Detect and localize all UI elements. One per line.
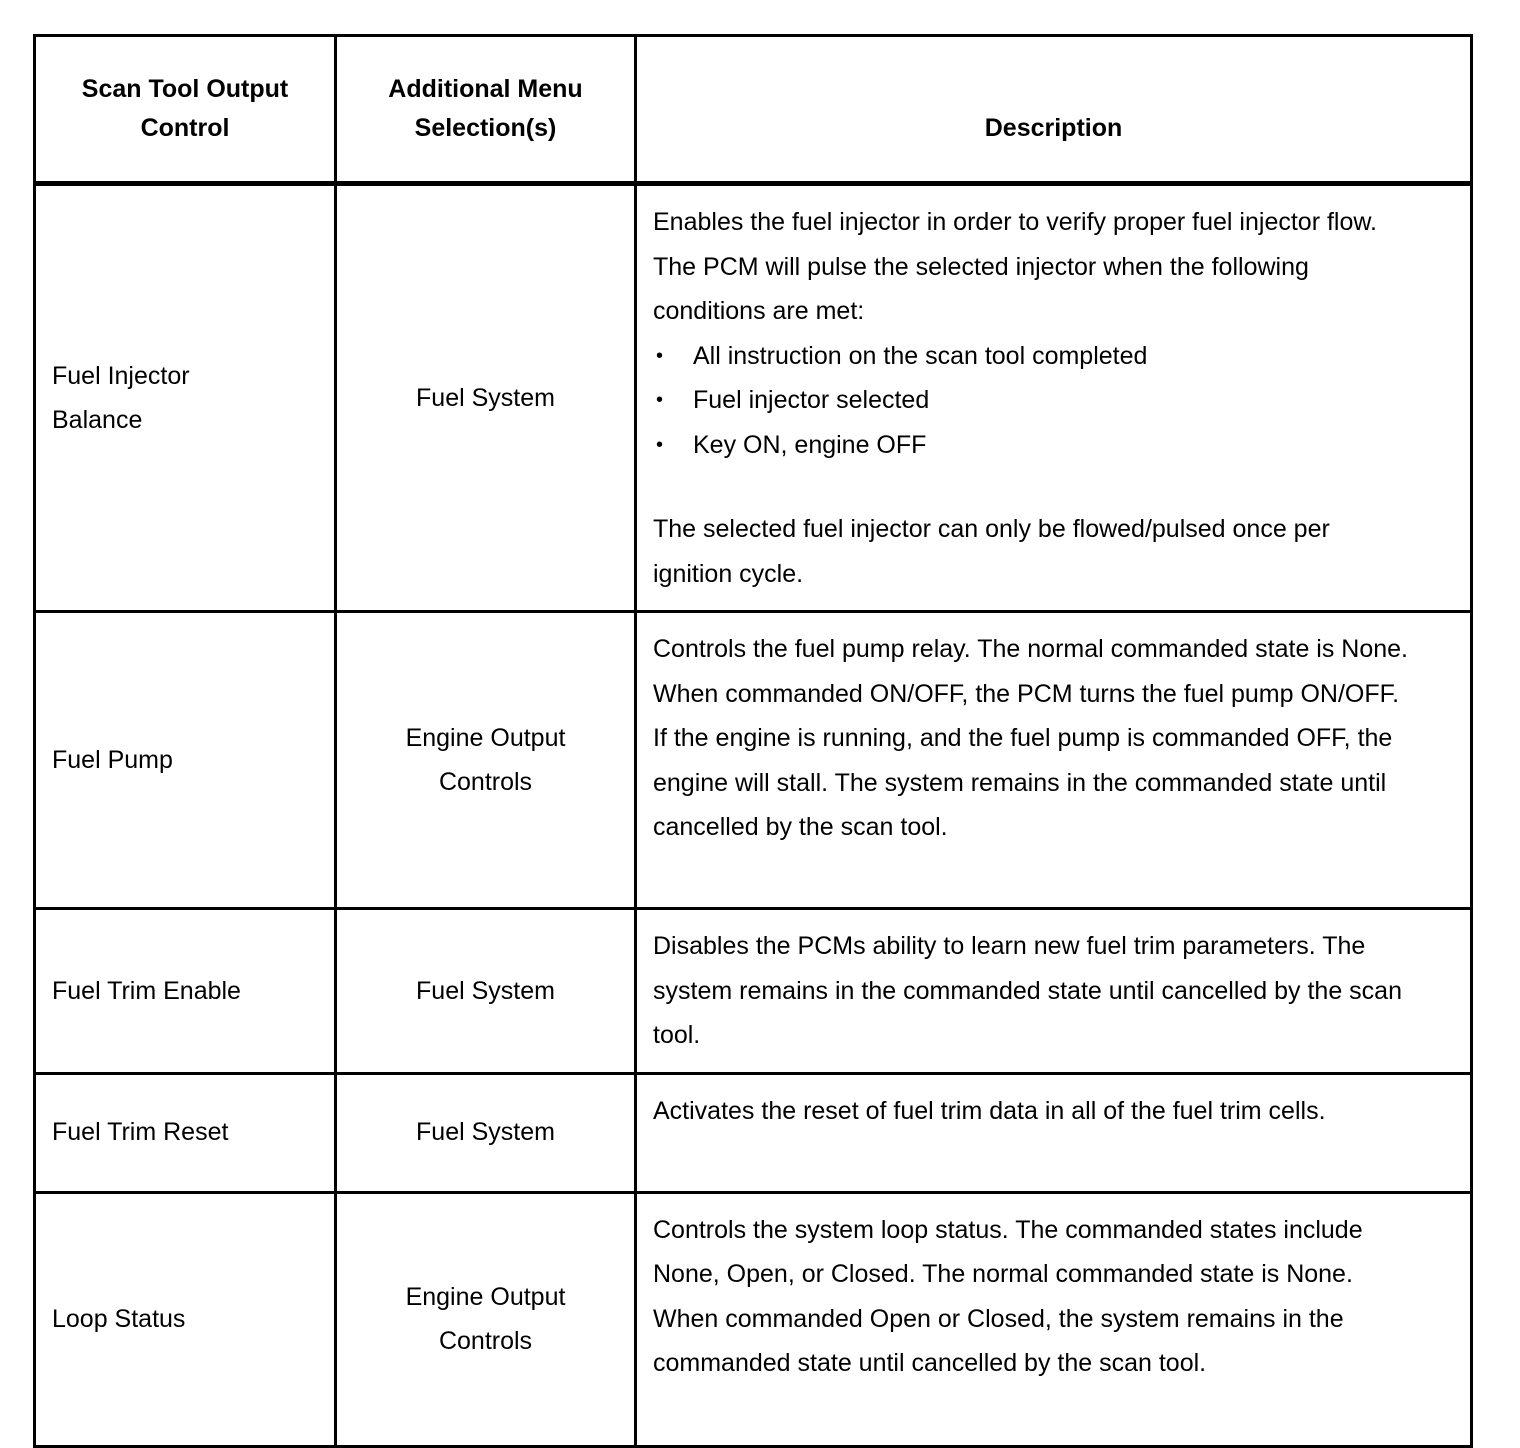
row-menu: Engine Output Controls — [336, 1192, 636, 1446]
table-row — [35, 1192, 1472, 1446]
table-row — [35, 1073, 1472, 1192]
bullet-icon: • — [656, 344, 664, 367]
condition-list — [653, 334, 1410, 468]
bullet-icon: • — [656, 433, 664, 456]
bullet-icon: • — [656, 389, 664, 411]
header-control: Scan Tool Output Control — [35, 36, 336, 184]
row-menu: Fuel System — [336, 184, 636, 612]
table-body — [35, 184, 1472, 1447]
row-control: Fuel Trim Enable — [35, 909, 336, 1074]
row-control: Fuel Trim Reset — [35, 1073, 336, 1192]
description-note: The selected fuel injector can only be flowed/pulsed once per ignition cycle. — [653, 515, 1330, 588]
row-menu: Fuel System — [336, 1073, 636, 1192]
row-description: Disables the PCMs ability to learn new fuel trim parameters. The system remains in the commanded state until cancelled by the scan tool. — [636, 909, 1472, 1074]
header-menu: Additional Menu Selection(s) — [336, 36, 636, 184]
list-item: • All instruction on the scan tool completed — [653, 334, 1410, 379]
table-row — [35, 612, 1472, 909]
description-text: Enables the fuel injector in order to verify proper fuel injector flow. The PCM will pulse the selected injector when the following conditions are met: — [653, 208, 1377, 325]
row-description: Controls the fuel pump relay. The normal commanded state is None. When commanded ON/OFF, the PCM turns the fuel pump ON/OFF. If the engine is running, and the fuel pump is commanded OFF, the engine will stall. The system remains in the commanded state until cancelled by the scan tool. — [636, 612, 1472, 909]
row-menu: Fuel System — [336, 909, 636, 1074]
row-control: Fuel Injector Balance — [35, 184, 336, 612]
row-control: Fuel Pump — [35, 612, 336, 909]
list-item: • Key ON, engine OFF — [653, 423, 1410, 468]
row-description: Activates the reset of fuel trim data in all of the fuel trim cells. — [636, 1073, 1472, 1192]
table-row — [35, 909, 1472, 1074]
header-description: Description — [636, 36, 1472, 184]
table-header — [35, 36, 1472, 184]
row-description: Controls the system loop status. The commanded states include None, Open, or Closed. The normal commanded state is None. When commanded Open or Closed, the system remains in the commanded state until cancelled by the scan tool. — [636, 1192, 1472, 1446]
row-menu: Engine Output Controls — [336, 612, 636, 909]
table-row — [35, 184, 1472, 612]
output-controls-table — [33, 34, 1473, 1448]
header-row — [35, 36, 1472, 184]
list-item: • Fuel injector selected — [653, 378, 1410, 423]
row-description — [636, 184, 1472, 612]
row-control: Loop Status — [35, 1192, 336, 1446]
